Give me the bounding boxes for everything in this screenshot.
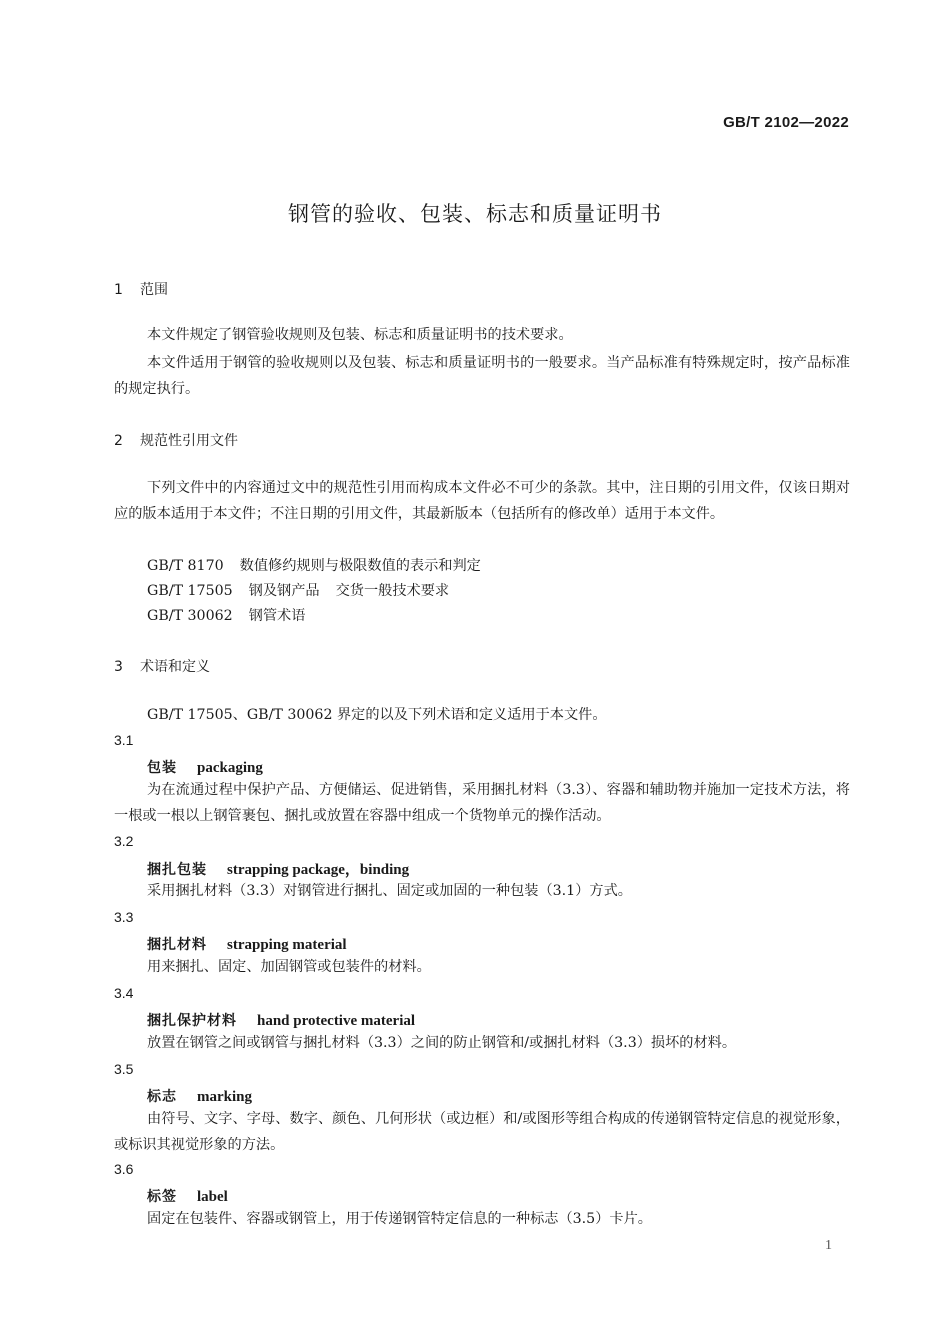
term-definition: 用来捆扎、固定、加固钢管或包装件的材料。 (147, 959, 431, 975)
term-chinese: 捆扎材料 (147, 937, 207, 953)
page-number: 1 (825, 1238, 832, 1253)
term-chinese: 标签 (147, 1189, 177, 1205)
reference-code: GB/T 30062 (147, 608, 233, 624)
clause-number: 2 (114, 433, 123, 449)
clause-1-heading (114, 279, 168, 299)
term-chinese: 捆扎包装 (147, 862, 207, 878)
clause-number: 3 (114, 659, 123, 675)
reference-item (147, 580, 449, 600)
term-number: 3.2 (114, 833, 134, 849)
scope-paragraph-1: 本文件规定了钢管验收规则及包装、标志和质量证明书的技术要求。 (147, 327, 573, 343)
term-definition: 采用捆扎材料（3.3）对钢管进行捆扎、固定或加固的一种包装（3.1）方式。 (147, 883, 632, 899)
clause-3-heading (114, 656, 210, 676)
term-number: 3.1 (114, 732, 134, 748)
term-definition: 固定在包装件、容器或钢管上，用于传递钢管特定信息的一种标志（3.5）卡片。 (147, 1211, 652, 1227)
clause-title: 范围 (140, 282, 168, 298)
term-english: strapping material (227, 937, 347, 953)
term-number: 3.3 (114, 909, 134, 925)
clause-number: 1 (114, 282, 123, 298)
term-number: 3.5 (114, 1061, 134, 1077)
reference-code: GB/T 17505 (147, 583, 233, 599)
term-heading (147, 757, 263, 777)
term-number: 3.4 (114, 985, 134, 1001)
term-english: packaging (197, 760, 263, 776)
term-english: strapping package，binding (227, 862, 410, 878)
clause-title: 术语和定义 (140, 659, 210, 675)
reference-title: 钢管术语 (248, 608, 306, 624)
term-heading (147, 934, 347, 954)
term-chinese: 捆扎保护材料 (147, 1013, 237, 1029)
reference-item (147, 605, 305, 625)
reference-code: GB/T 8170 (147, 558, 224, 574)
reference-title: 数值修约规则与极限数值的表示和判定 (239, 558, 481, 574)
term-number: 3.6 (114, 1161, 134, 1177)
terms-intro: GB/T 17505、GB/T 30062 界定的以及下列术语和定义适用于本文件。 (147, 707, 607, 723)
term-english: hand protective material (257, 1013, 416, 1029)
term-definition: 由符号、文字、字母、数字、颜色、几何形状（或边框）和/或图形等组合构成的传递钢管特定信息的视觉形象，或标识其视觉形象的方法。 (114, 1111, 850, 1153)
term-english: marking (197, 1089, 253, 1105)
term-english: label (197, 1189, 228, 1205)
term-chinese: 标志 (147, 1089, 177, 1105)
reference-item (147, 555, 481, 575)
standard-number: GB/T 2102—2022 (723, 114, 849, 131)
term-heading (147, 1010, 415, 1030)
normative-refs-intro: 下列文件中的内容通过文中的规范性引用而构成本文件必不可少的条款。其中，注日期的引用文件，仅该日期对应的版本适用于本文件；不注日期的引用文件，其最新版本（包括所有的修改单）适用于本文件。 (114, 480, 850, 522)
scope-paragraph-2: 本文件适用于钢管的验收规则以及包装、标志和质量证明书的一般要求。当产品标准有特殊规定时，按产品标准的规定执行。 (114, 355, 850, 397)
term-chinese: 包装 (147, 760, 177, 776)
document-title: 钢管的验收、包装、标志和质量证明书 (288, 202, 662, 226)
term-heading (147, 1086, 252, 1106)
term-definition: 为在流通过程中保护产品、方便储运、促进销售，采用捆扎材料（3.3）、容器和辅助物并施加一定技术方法，将一根或一根以上钢管裹包、捆扎或放置在容器中组成一个货物单元的操作活动。 (114, 782, 850, 824)
term-heading (147, 1186, 228, 1206)
clause-2-heading (114, 430, 238, 450)
term-heading (147, 858, 409, 879)
term-definition: 放置在钢管之间或钢管与捆扎材料（3.3）之间的防止钢管和/或捆扎材料（3.3）损坏的材料。 (147, 1035, 737, 1051)
reference-title-part: 钢及钢产品 (248, 583, 320, 599)
clause-title: 规范性引用文件 (140, 433, 238, 449)
reference-title-part: 交货一般技术要求 (335, 583, 450, 599)
reference-title (249, 583, 449, 599)
